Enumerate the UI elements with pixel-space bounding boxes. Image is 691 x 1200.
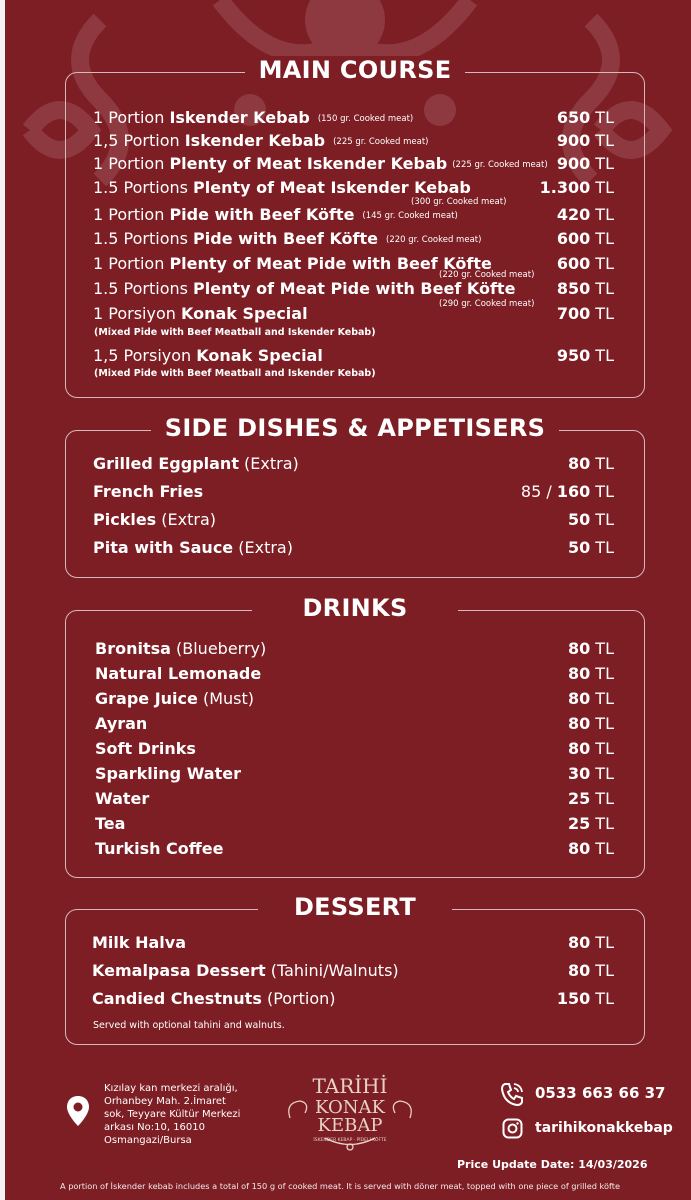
menu-item: Natural Lemonade 80 TL <box>95 664 614 683</box>
menu-item: Kemalpasa Dessert (Tahini/Walnuts) 80 TL <box>92 961 614 980</box>
menu-item: Turkish Coffee 80 TL <box>95 839 614 858</box>
menu-item: Tea 25 TL <box>95 814 614 833</box>
location-pin-icon <box>66 1095 90 1127</box>
menu-item: 1 Portion Plenty of Meat Iskender Kebab (225 gr. Cooked meat) 900 TL <box>93 154 614 173</box>
dessert-panel <box>65 893 645 1045</box>
instagram-icon <box>502 1118 523 1139</box>
portion-note: (290 gr. Cooked meat) <box>439 299 535 309</box>
menu-item: French Fries 85 / 160 TL <box>93 482 614 501</box>
main-course-title: MAIN COURSE <box>66 56 644 84</box>
drinks-panel <box>65 594 645 878</box>
menu-item: 1 Portion Pide with Beef Köfte (145 gr. Cooked meat) 420 TL <box>93 205 614 224</box>
menu-item: 1,5 Porsiyon Konak Special 950 TL <box>93 346 614 365</box>
menu-item: Bronitsa (Blueberry) 80 TL <box>95 639 614 658</box>
item-description: (Mixed Pide with Beef Meatball and Iskender Kebab) <box>94 368 376 379</box>
menu-item: Soft Drinks 80 TL <box>95 739 614 758</box>
menu-item: Grilled Eggplant (Extra) 80 TL <box>93 454 614 473</box>
svg-text:KEBAP: KEBAP <box>317 1115 383 1136</box>
main-course-panel <box>65 56 645 398</box>
menu-item: Milk Halva 80 TL <box>92 933 614 952</box>
side-dishes-title: SIDE DISHES & APPETISERS <box>66 414 644 442</box>
restaurant-logo <box>285 1063 415 1158</box>
menu-item: Pickles (Extra) 50 TL <box>93 510 614 529</box>
menu-item: 1,5 Portion Iskender Kebab (225 gr. Cooked meat) 900 TL <box>93 131 614 150</box>
svg-text:KONAK: KONAK <box>315 1097 385 1118</box>
address: Kızılay kan merkezi aralığı, Orhanbey Mah. 2.İmaret sok, Teyyare Kültür Merkezi arkası No:10, 16010 Osmangazi/Bursa <box>104 1083 241 1146</box>
menu-item: 1.5 Portions Plenty of Meat Iskender Kebab 1.300 TL <box>93 178 614 197</box>
menu-item: Water 25 TL <box>95 789 614 808</box>
menu-item: Sparkling Water 30 TL <box>95 764 614 783</box>
dessert-note: Served with optional tahini and walnuts. <box>93 1020 285 1031</box>
menu-item: 1 Porsiyon Konak Special 700 TL <box>93 304 614 323</box>
menu-item: Candied Chestnuts (Portion) 150 TL <box>92 989 614 1008</box>
menu-item: 1 Portion Iskender Kebab (150 gr. Cooked meat) 650 TL <box>93 108 614 127</box>
dessert-title: DESSERT <box>66 893 644 921</box>
logo-ornament <box>285 1063 415 1158</box>
menu-item: Ayran 80 TL <box>95 714 614 733</box>
phone-icon <box>499 1081 525 1107</box>
drinks-title: DRINKS <box>66 594 644 622</box>
menu-item: 1.5 Portions Pide with Beef Köfte (220 gr. Cooked meat) 600 TL <box>93 229 614 248</box>
menu-item: Pita with Sauce (Extra) 50 TL <box>93 538 614 557</box>
menu-item: Grape Juice (Must) 80 TL <box>95 689 614 708</box>
svg-text:TARİHİ: TARİHİ <box>312 1074 388 1098</box>
menu-item: 1 Portion Plenty of Meat Pide with Beef Köfte 600 TL <box>93 254 614 273</box>
phone-number[interactable]: 0533 663 66 37 <box>535 1084 666 1102</box>
price-update-date: Price Update Date: 14/03/2026 <box>457 1158 648 1171</box>
portion-note: (300 gr. Cooked meat) <box>411 197 507 207</box>
side-dishes-panel <box>65 414 645 578</box>
portion-note: (220 gr. Cooked meat) <box>439 270 535 280</box>
svg-text:İSKENDER KEBAP · PİDELİ KÖFTE: İSKENDER KEBAP · PİDELİ KÖFTE <box>313 1138 387 1143</box>
menu-item: 1.5 Portions Plenty of Meat Pide with Beef Köfte 850 TL <box>93 279 614 298</box>
disclaimer: A portion of İskender kebab includes a total of 150 g of cooked meat. It is served with döner meat, topped with one piece of grilled köfte <box>60 1181 620 1191</box>
item-description: (Mixed Pide with Beef Meatball and Iskender Kebab) <box>94 327 376 338</box>
instagram-handle[interactable]: tarihikonakkebap <box>535 1120 673 1136</box>
